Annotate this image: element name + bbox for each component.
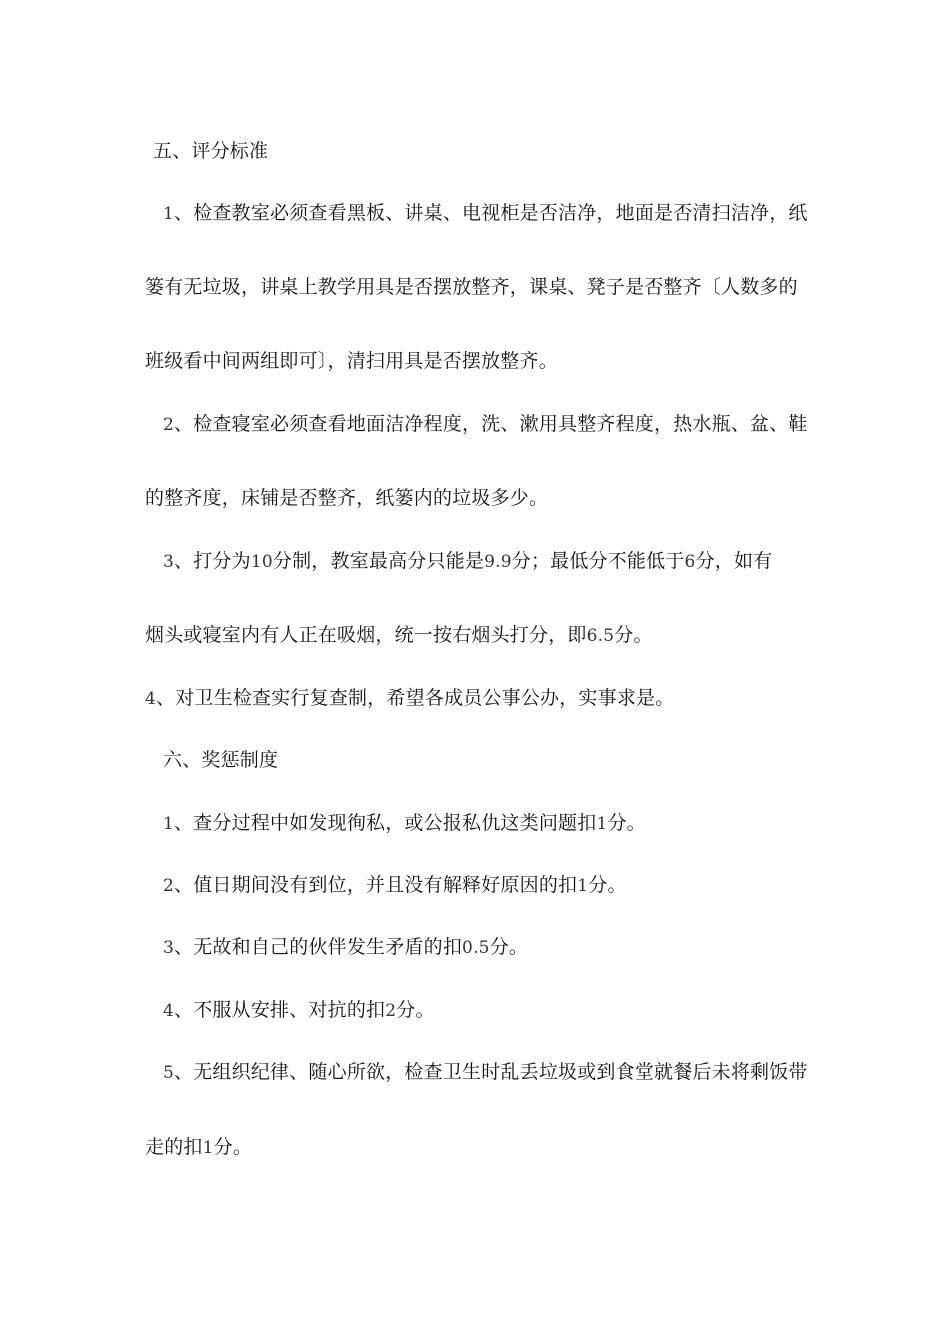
item-text: 分，如有	[695, 550, 773, 572]
score-value: 6	[684, 552, 696, 572]
scoring-item-1-line-3	[145, 349, 558, 373]
scoring-item-1-line-2	[145, 275, 798, 299]
section-heading-scoring-standards	[153, 139, 268, 163]
score-value: 9.9	[484, 552, 512, 572]
score-value: 1	[596, 814, 608, 834]
item-number: 4	[163, 1001, 175, 1021]
heading-text: 六、奖惩制度	[163, 749, 279, 771]
item-text: 、无故和自己的伙伴发生矛盾的扣	[174, 936, 463, 958]
item-number: 2	[163, 876, 175, 896]
item-text: 烟头或寝室内有人正在吸烟，统一按右烟头打分，即	[145, 624, 587, 646]
item-text: 、打分为	[174, 550, 251, 572]
item-text: 走的扣	[145, 1136, 203, 1158]
penalty-item-4	[163, 998, 435, 1023]
section-heading-rewards-penalties	[163, 748, 278, 772]
scoring-item-4	[145, 686, 674, 711]
item-number: 4	[145, 689, 157, 709]
item-text: 、不服从安排、对抗的扣	[174, 999, 386, 1021]
item-number: 3	[163, 552, 175, 572]
score-value: 0.5	[462, 938, 490, 958]
score-value: 2	[385, 1001, 397, 1021]
item-text: 分。	[614, 624, 653, 646]
penalty-item-5-line-1	[163, 1060, 808, 1085]
item-text: 分；最低分不能低于	[511, 550, 685, 572]
item-text: 分。	[588, 874, 627, 896]
penalty-item-5-line-2	[145, 1135, 252, 1160]
score-value: 1	[202, 1138, 214, 1158]
item-text: 、值日期间没有到位，并且没有解释好原因的扣	[174, 874, 578, 896]
heading-text: 五、评分标准	[153, 140, 269, 162]
item-text: 、对卫生检查实行复查制，希望各成员公事公办，实事求是。	[156, 687, 675, 709]
scoring-item-1-line-1	[163, 201, 808, 226]
item-number: 1	[163, 204, 175, 224]
scoring-item-2-line-1	[163, 412, 808, 437]
score-value: 10	[250, 552, 273, 572]
item-text: 分。	[607, 812, 646, 834]
score-value: 6.5	[586, 626, 615, 646]
scoring-item-3-line-2	[145, 623, 653, 648]
scoring-item-2-line-2	[145, 486, 548, 510]
item-text: 分。	[396, 999, 435, 1021]
penalty-item-1	[163, 811, 646, 836]
item-text: 分制，教室最高分只能是	[272, 550, 485, 572]
score-value: 1	[577, 876, 589, 896]
item-text: 班级看中间两组即可〕，清扫用具是否摆放整齐。	[145, 350, 558, 372]
penalty-item-3	[163, 935, 528, 960]
item-number: 5	[163, 1063, 175, 1083]
item-text: 、无组织纪律、随心所欲，检查卫生时乱丢垃圾或到食堂就餐后未将剩饭带	[174, 1061, 808, 1083]
item-text: 篓有无垃圾，讲桌上教学用具是否摆放整齐，课桌、凳子是否整齐〔人数多的	[145, 276, 798, 298]
item-text: 的整齐度，床铺是否整齐，纸篓内的垃圾多少。	[145, 487, 549, 509]
item-text: 分。	[489, 936, 529, 958]
item-text: 、查分过程中如发现徇私，或公报私仇这类问题扣	[174, 812, 597, 834]
item-text: 、检查寝室必须查看地面洁净程度，洗、漱用具整齐程度，热水瓶、盆、鞋	[174, 413, 808, 435]
penalty-item-2	[163, 873, 627, 898]
item-text: 分。	[213, 1136, 253, 1158]
item-number: 3	[163, 938, 175, 958]
item-number: 1	[163, 814, 175, 834]
item-text: 、检查教室必须查看黑板、讲桌、电视柜是否洁净，地面是否清扫洁净，纸	[174, 202, 808, 224]
item-number: 2	[163, 415, 175, 435]
scoring-item-3-line-1	[163, 549, 772, 574]
